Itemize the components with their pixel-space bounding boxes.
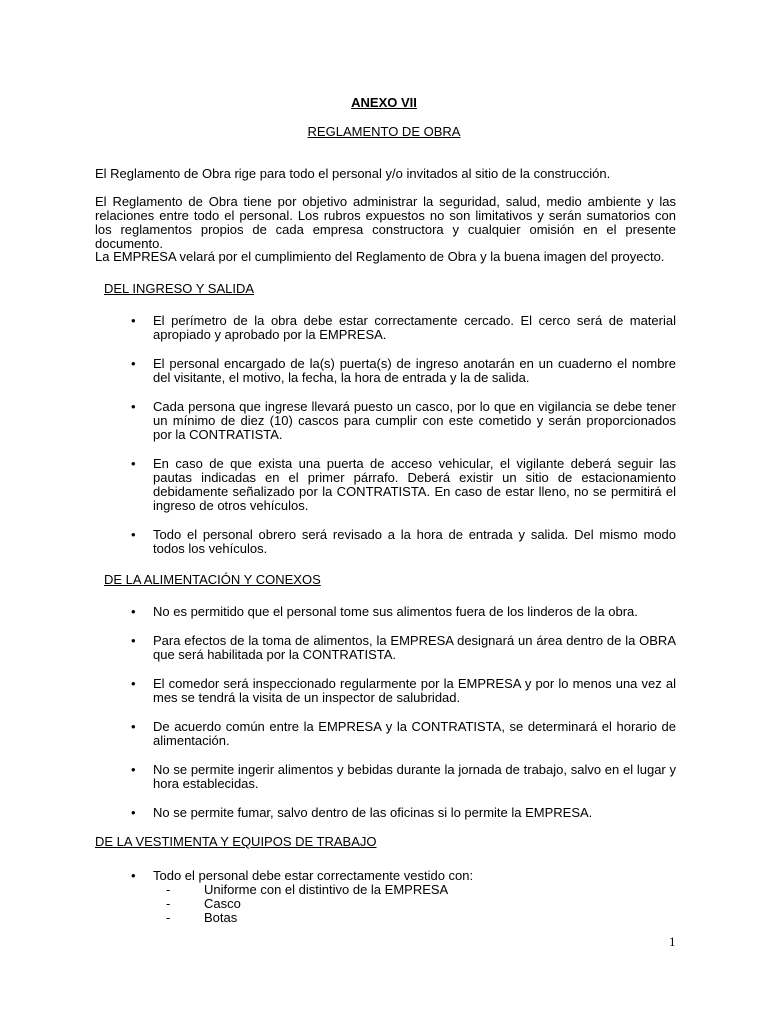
section-heading-vestimenta: DE LA VESTIMENTA Y EQUIPOS DE TRABAJO xyxy=(95,834,377,849)
bullet-icon: • xyxy=(131,527,136,542)
list-item-text: No es permitido que el personal tome sus alimentos fuera de los linderos de la obra. xyxy=(153,604,638,619)
bullet-icon: • xyxy=(131,456,136,471)
list-item xyxy=(131,457,676,513)
sub-list-item xyxy=(166,883,566,897)
list-item xyxy=(131,314,676,342)
list-item-text: De acuerdo común entre la EMPRESA y la CONTRATISTA, se determinará el horario de alimentación. xyxy=(153,719,676,748)
list-item xyxy=(131,806,676,820)
bullet-icon: • xyxy=(131,633,136,648)
intro-paragraph: El Reglamento de Obra rige para todo el personal y/o invitados al sitio de la construcción. xyxy=(95,166,611,181)
dash-icon: - xyxy=(166,896,171,911)
list-item xyxy=(131,720,676,748)
bullet-icon: • xyxy=(131,399,136,414)
page-number: 1 xyxy=(669,934,676,949)
bullet-icon: • xyxy=(131,805,136,820)
sub-list-item xyxy=(166,897,566,911)
list-item-text: En caso de que exista una puerta de acceso vehicular, el vigilante deberá seguir las pautas indicadas en el primer párrafo. Deberá existir un sitio de estacionamiento debidamente señalizado por la CONTRATISTA. En caso de estar lleno, no se permitirá el ingreso de otros vehículos. xyxy=(153,456,676,513)
list-item xyxy=(131,357,676,385)
bullet-icon: • xyxy=(131,676,136,691)
document-title: ANEXO VII xyxy=(351,95,417,110)
list-item-text: No se permite fumar, salvo dentro de las oficinas si lo permite la EMPRESA. xyxy=(153,805,593,820)
list-item-text: Todo el personal obrero será revisado a la hora de entrada y salida. Del mismo modo todos los vehículos. xyxy=(153,527,676,556)
list-item-text: No se permite ingerir alimentos y bebidas durante la jornada de trabajo, salvo en el lugar y hora establecidas. xyxy=(153,762,676,791)
list-item xyxy=(131,605,676,619)
bullet-icon: • xyxy=(131,313,136,328)
sub-list-item-text: Uniforme con el distintivo de la EMPRESA xyxy=(204,882,449,897)
dash-icon: - xyxy=(166,910,171,925)
list-item xyxy=(131,763,676,791)
list-item xyxy=(131,869,676,883)
sub-list-item-text: Casco xyxy=(204,896,241,911)
list-item xyxy=(131,400,676,442)
list-item-text: Para efectos de la toma de alimentos, la EMPRESA designará un área dentro de la OBRA que será habilitada por la CONTRATISTA. xyxy=(153,633,676,662)
company-paragraph: La EMPRESA velará por el cumplimiento del Reglamento de Obra y la buena imagen del proyecto. xyxy=(95,249,665,264)
section-heading-ingreso-salida: DEL INGRESO Y SALIDA xyxy=(104,281,255,296)
bullet-icon: • xyxy=(131,762,136,777)
bullet-icon: • xyxy=(131,868,136,883)
sub-list-item-text: Botas xyxy=(204,910,238,925)
document-subtitle: REGLAMENTO DE OBRA xyxy=(307,124,461,139)
list-item-text: Cada persona que ingrese llevará puesto un casco, por lo que en vigilancia se debe tener un mínimo de diez (10) cascos para cumplir con este cometido y serán proporcionados por la CONTRATISTA. xyxy=(153,399,676,442)
sub-list-item xyxy=(166,911,566,925)
dash-icon: - xyxy=(166,882,171,897)
bullet-icon: • xyxy=(131,356,136,371)
objective-paragraph: El Reglamento de Obra tiene por objetivo administrar la seguridad, salud, medio ambiente y las relaciones entre todo el personal. Los rubros expuestos no son limitativos y serán sumatorios con los reglamentos propios de cada empresa constructora y cualquier omisión en el presente documento. xyxy=(95,194,676,251)
bullet-icon: • xyxy=(131,604,136,619)
list-item xyxy=(131,634,676,662)
bullet-icon: • xyxy=(131,719,136,734)
list-item xyxy=(131,528,676,556)
sub-list xyxy=(166,883,566,925)
section-heading-alimentacion: DE LA ALIMENTACIÓN Y CONEXOS xyxy=(104,572,321,587)
list-item-text: Todo el personal debe estar correctamente vestido con: xyxy=(153,868,474,883)
list-item-text: El comedor será inspeccionado regularmente por la EMPRESA y por lo menos una vez al mes se tendrá la visita de un inspector de salubridad. xyxy=(153,676,676,705)
list-item-text: El perímetro de la obra debe estar correctamente cercado. El cerco será de material apropiado y aprobado por la EMPRESA. xyxy=(153,313,676,342)
list-item-text: El personal encargado de la(s) puerta(s) de ingreso anotarán en un cuaderno el nombre del visitante, el motivo, la fecha, la hora de entrada y la de salida. xyxy=(153,356,676,385)
list-item xyxy=(131,677,676,705)
